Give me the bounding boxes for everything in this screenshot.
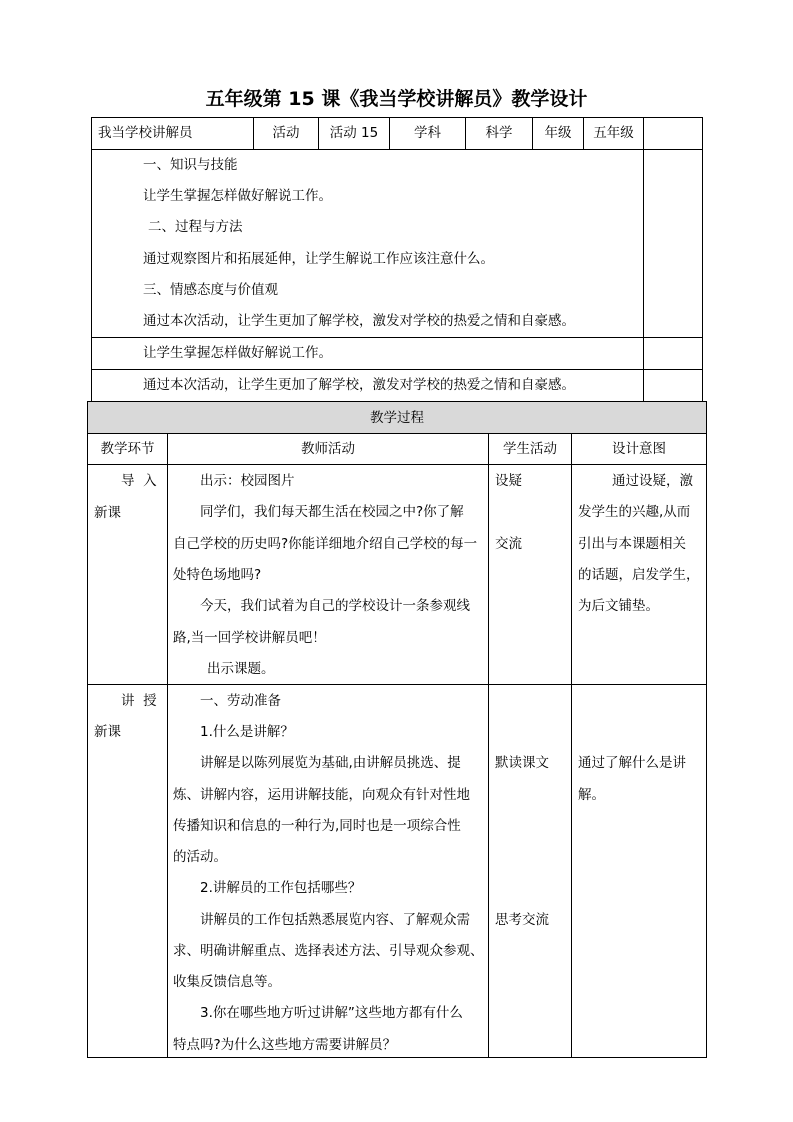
intent-line: 引出与本课题相关 <box>578 536 686 552</box>
objective-heading-2: 二、过程与方法 <box>148 219 243 235</box>
col-intent: 设计意图 <box>612 441 666 457</box>
intent-line: 通过了解什么是讲 <box>578 755 686 771</box>
stage-intro-b: 新课 <box>94 505 121 521</box>
lesson-name: 我当学校讲解员 <box>98 125 193 141</box>
teacher-line: 讲解是以陈列展览为基础,由讲解员挑选、提 <box>200 755 461 771</box>
teacher-line: 今天，我们试着为自己的学校设计一条参观线 <box>200 598 470 614</box>
difficult-point: 通过本次活动，让学生更加了解学校，激发对学校的热爱之情和自豪感。 <box>143 377 575 393</box>
teacher-line: 的活动。 <box>173 849 227 865</box>
col-student: 学生活动 <box>503 441 557 457</box>
teacher-line: 3.你在哪些地方听过讲解”这些地方都有什么 <box>200 1005 463 1021</box>
teacher-line: 求、明确讲解重点、选择表述方法、引导观众参观、 <box>173 943 484 959</box>
intent-line: 发学生的兴趣,从而 <box>578 504 691 520</box>
intent-line: 的话题，启发学生， <box>578 567 700 583</box>
teacher-line: 自己学校的历史吗?你能详细地介绍自己学校的每一 <box>173 536 478 552</box>
teacher-line: 一、劳动准备 <box>200 693 281 709</box>
teacher-line: 同学们，我们每天都生活在校园之中?你了解 <box>200 504 464 520</box>
stage-teach-a: 讲 授 <box>121 693 157 709</box>
subject-label: 学科 <box>414 125 441 141</box>
stage-intro-a: 导 入 <box>121 473 157 489</box>
teacher-line: 出示：校园图片 <box>200 473 295 489</box>
type-value: 活动 15 <box>329 125 379 141</box>
student-activity: 交流 <box>495 536 522 552</box>
objective-text-3: 通过本次活动，让学生更加了解学校，激发对学校的热爱之情和自豪感。 <box>143 313 575 329</box>
student-activity: 默读课文 <box>495 755 549 771</box>
teacher-line: 路,当一回学校讲解员吧！ <box>173 630 326 646</box>
objective-text-2: 通过观察图片和拓展延伸，让学生解说工作应该注意什么。 <box>143 251 494 267</box>
type-label: 活动 <box>272 125 300 141</box>
intent-line: 为后文铺垫。 <box>578 598 659 614</box>
teacher-line: 处特色场地吗? <box>173 567 262 583</box>
teacher-line: 收集反馈信息等。 <box>173 974 281 990</box>
teacher-line: 2.讲解员的工作包括哪些？ <box>200 880 362 896</box>
objective-heading-3: 三、情感态度与价值观 <box>143 282 278 298</box>
page-title: 五年级第 15 课《我当学校讲解员》教学设计 <box>205 88 588 110</box>
col-teacher: 教师活动 <box>301 441 355 457</box>
teacher-line: 特点吗?为什么这些地方需要讲解员？ <box>173 1037 397 1053</box>
teacher-line: 1.什么是讲解？ <box>200 724 294 740</box>
student-activity: 设疑 <box>495 473 522 489</box>
grade-label: 年级 <box>544 125 572 141</box>
stage-teach-b: 新课 <box>94 724 121 740</box>
intent-line: 通过设疑，激 <box>612 473 693 489</box>
student-activity: 思考交流 <box>495 912 549 928</box>
intent-line: 解。 <box>578 787 605 803</box>
process-header: 教学过程 <box>370 410 424 426</box>
teacher-line: 出示课题。 <box>207 661 275 677</box>
teacher-line: 炼、讲解内容，运用讲解技能，向观众有针对性地 <box>173 787 470 803</box>
grade-value: 五年级 <box>593 125 634 141</box>
teacher-line: 传播知识和信息的一种行为,同时也是一项综合性 <box>173 818 461 834</box>
objective-text-1: 让学生掌握怎样做好解说工作。 <box>143 188 332 204</box>
subject-value: 科学 <box>485 125 513 141</box>
teacher-line: 讲解员的工作包括熟悉展览内容、了解观众需 <box>200 912 470 928</box>
key-point: 让学生掌握怎样做好解说工作。 <box>143 345 332 361</box>
objective-heading-1: 一、知识与技能 <box>143 157 238 173</box>
col-stage: 教学环节 <box>100 441 155 457</box>
